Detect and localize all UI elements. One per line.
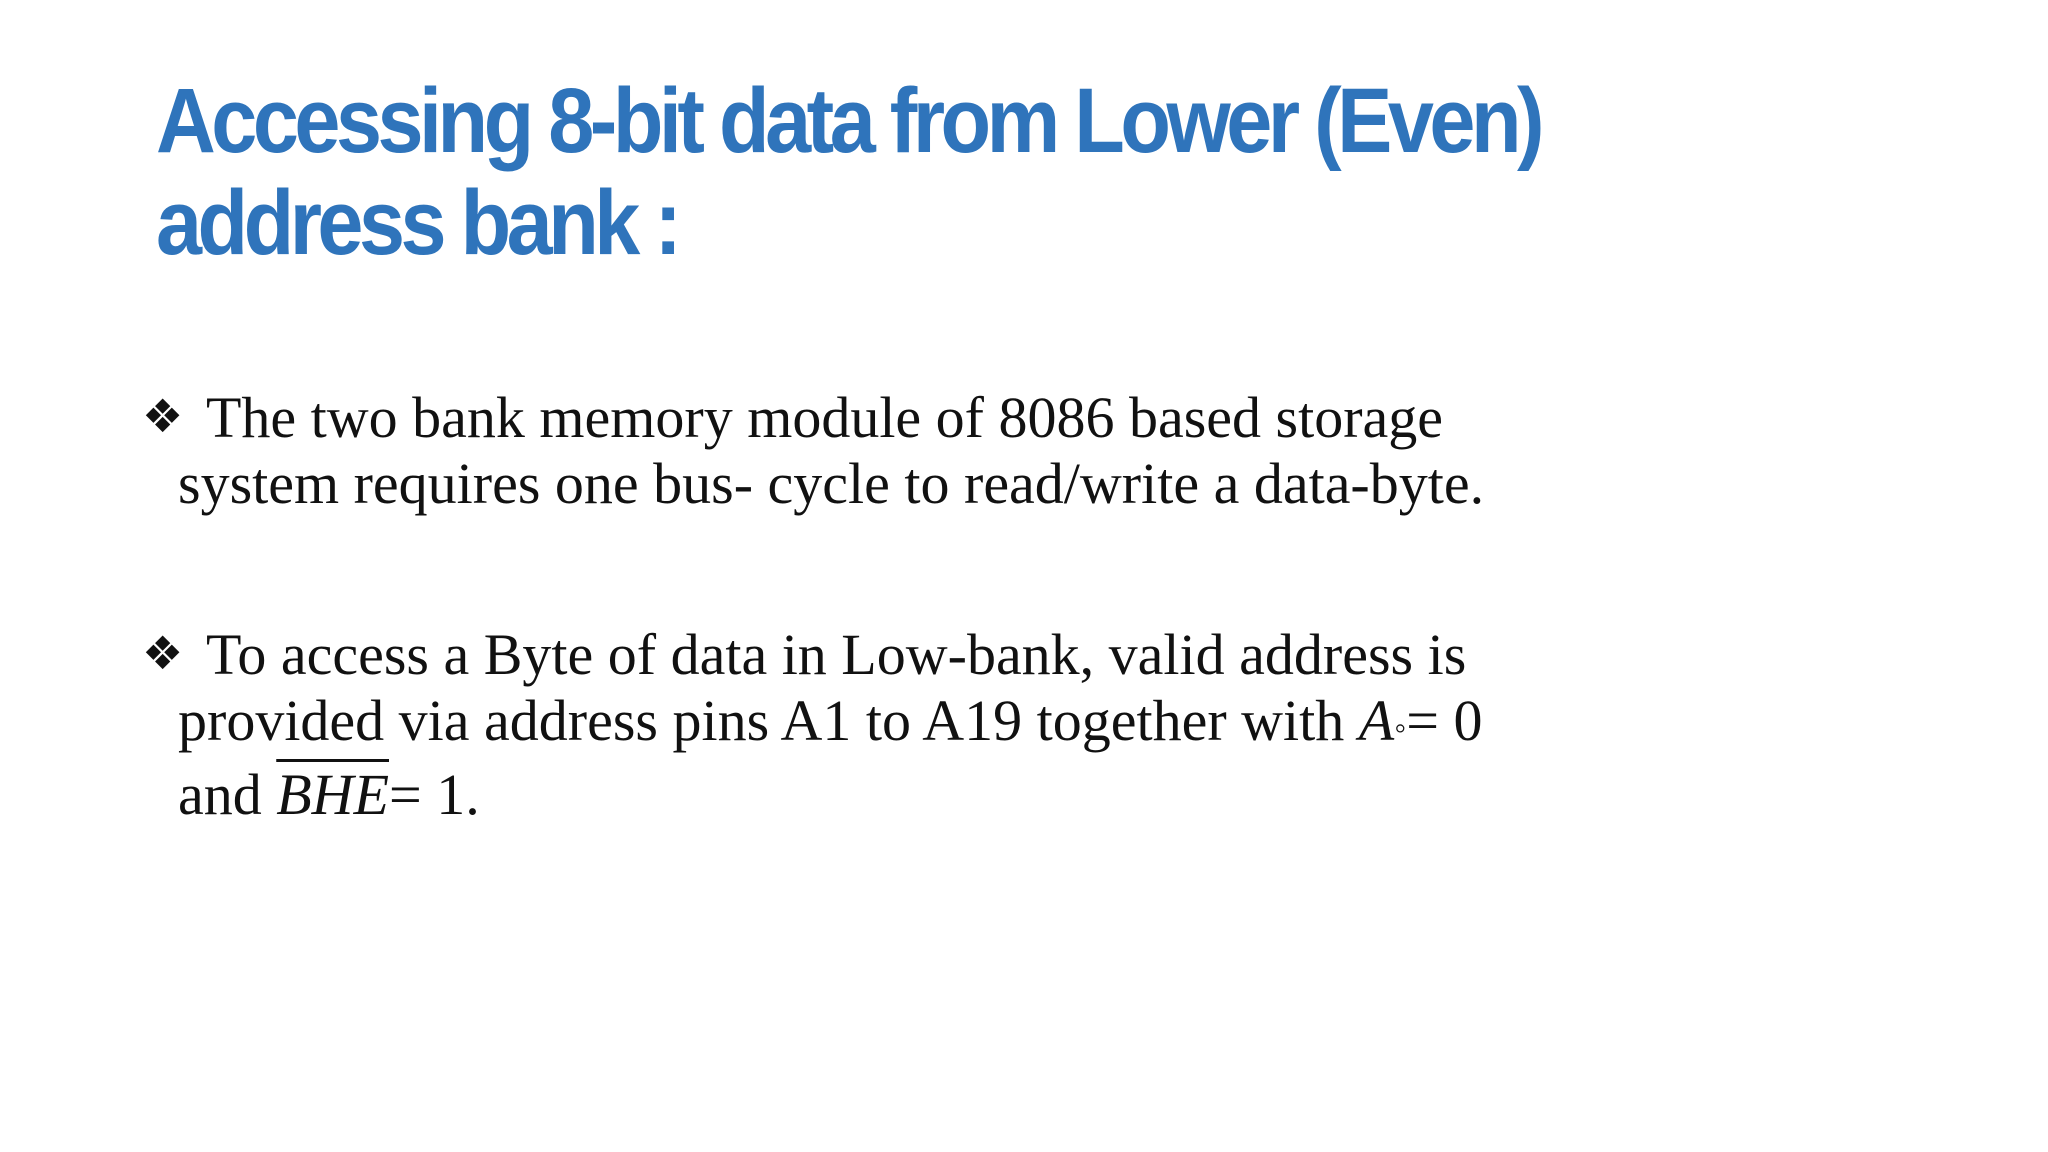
- bullet-2-text-3: and: [178, 762, 277, 827]
- bullet-2-line-1: [142, 620, 1642, 688]
- a0-value: = 0: [1406, 688, 1483, 753]
- a0-subscript: ◦: [1394, 710, 1407, 747]
- slide-title-line-1: Accessing 8-bit data from Lower (Even): [156, 70, 1541, 172]
- bullet-2-line-2: [142, 688, 1642, 762]
- slide-title-line-2: address bank :: [156, 172, 678, 274]
- slide-title: [156, 70, 1704, 274]
- bullet-2-line-3: [142, 762, 1642, 828]
- diamond-bullet-icon: ❖: [142, 626, 184, 680]
- bullet-point-1: [142, 383, 1642, 517]
- bullet-point-2: [142, 620, 1642, 828]
- a0-variable: A: [1358, 688, 1395, 753]
- bhe-variable: $\overline{BHE}$: [276, 762, 389, 827]
- bhe-value: = 1.: [389, 762, 480, 827]
- bullet-1-line-1: [142, 383, 1642, 451]
- diamond-bullet-icon: ❖: [142, 389, 184, 443]
- bullet-1-line-2: system requires one bus- cycle to read/write a data-byte.: [178, 451, 1485, 516]
- bullet-1-text-1: The two bank memory module of 8086 based storage: [206, 385, 1444, 450]
- bullet-2-text-2: provided via address pins A1 to A19 together with: [178, 688, 1359, 753]
- bullet-2-text-1: To access a Byte of data in Low-bank, valid address is: [206, 622, 1467, 687]
